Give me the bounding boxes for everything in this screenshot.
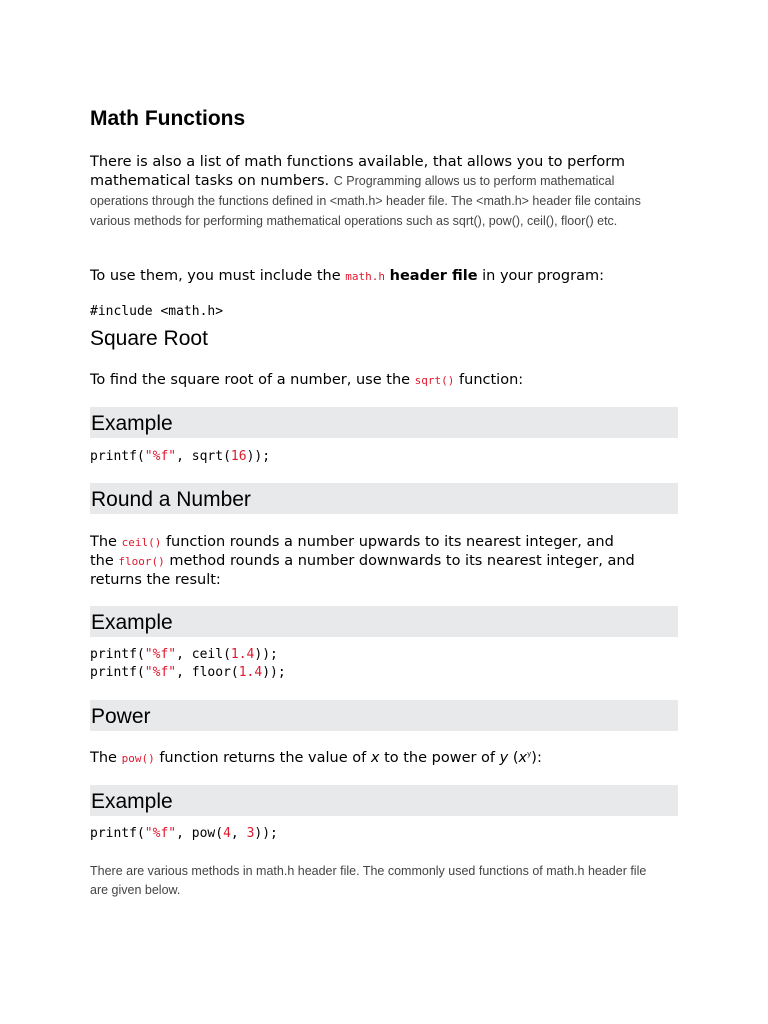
include-text-before: To use them, you must include the — [90, 268, 341, 284]
round-line-1 — [90, 533, 670, 552]
intro-paragraph — [90, 153, 670, 231]
pow-inline-code: pow() — [121, 752, 155, 765]
round-heading — [90, 483, 678, 514]
intro-gray-rest: operations through the functions defined in <math.h> header file. The <math.h> header file contains various methods for performing mathematical operations such as sqrt(), pow(), ceil(), floor() etc. — [90, 194, 641, 228]
page-title: Math Functions — [90, 107, 246, 130]
include-code-block: #include <math.h> — [90, 304, 224, 319]
code-number: 16 — [230, 449, 247, 464]
code-token: )); — [262, 665, 286, 680]
ceil-inline-code: ceil() — [121, 536, 162, 549]
code-number: 4 — [223, 826, 231, 841]
code-string: "%f" — [144, 665, 177, 680]
power-paren: ( — [512, 750, 519, 766]
code-token: printf( — [90, 449, 145, 464]
sqrt-inline-code: sqrt() — [414, 374, 455, 387]
power-var-x: x — [518, 750, 528, 766]
sqrt-code-block — [90, 448, 270, 466]
floor-inline-code: floor() — [118, 555, 165, 568]
round-heading-label: Round a Number — [91, 488, 251, 511]
code-line-ceil — [90, 646, 286, 664]
code-token: )); — [254, 826, 278, 841]
round-example-label: Example — [91, 611, 173, 634]
code-number: 1.4 — [230, 647, 255, 662]
round-line-2 — [90, 552, 670, 571]
sqrt-text-after: function: — [459, 372, 524, 388]
power-superscript: y — [527, 750, 532, 759]
footer-note: There are various methods in math.h header file. The commonly used functions of math.h header file are given below. — [90, 864, 647, 897]
code-number: 3 — [246, 826, 255, 841]
include-paragraph — [90, 267, 670, 286]
round-text: method rounds a number downwards to its nearest integer, and — [169, 553, 635, 569]
square-root-heading: Square Root — [90, 327, 208, 350]
code-token: , floor( — [176, 665, 239, 680]
code-string: "%f" — [144, 826, 177, 841]
round-text: The — [90, 534, 117, 550]
power-heading-label: Power — [91, 705, 151, 728]
power-text: to the power of — [384, 750, 496, 766]
intro-lead-text: There is also a list of math functions available, that allows you to perform mathematical tasks on numbers. — [90, 154, 626, 189]
round-text: function rounds a number upwards to its nearest integer, and — [165, 534, 614, 550]
code-token: printf( — [90, 665, 145, 680]
code-token: )); — [254, 647, 278, 662]
sqrt-example-label: Example — [91, 412, 173, 435]
code-string: "%f" — [144, 449, 177, 464]
power-text: function returns the value of — [159, 750, 367, 766]
power-var-x: x — [370, 750, 380, 766]
code-token: , — [230, 826, 247, 841]
code-line-floor — [90, 664, 286, 682]
code-string: "%f" — [144, 647, 177, 662]
power-paragraph — [90, 749, 670, 768]
code-token: )); — [246, 449, 271, 464]
round-code-block — [90, 646, 286, 682]
power-var-y: y — [499, 750, 509, 766]
round-text: the — [90, 553, 114, 569]
square-root-paragraph — [90, 371, 670, 390]
power-paren: ): — [531, 750, 542, 766]
code-token: , pow( — [176, 826, 224, 841]
power-example-heading — [90, 785, 678, 816]
code-token: , sqrt( — [176, 449, 231, 464]
power-text: The — [90, 750, 117, 766]
sqrt-example-heading — [90, 407, 678, 438]
include-bold-text: header file — [389, 268, 478, 284]
power-code-block — [90, 825, 278, 843]
sqrt-text-before: To find the square root of a number, use the — [90, 372, 411, 388]
round-line-3: returns the result: — [90, 572, 221, 588]
round-example-heading — [90, 606, 678, 637]
round-paragraph — [90, 533, 670, 589]
code-token: , ceil( — [176, 647, 231, 662]
code-token: printf( — [90, 647, 145, 662]
include-inline-code: math.h — [345, 270, 386, 283]
power-heading — [90, 700, 678, 731]
include-text-after: in your program: — [482, 268, 604, 284]
intro-gray-first: C Programming allows us to perform mathematical — [333, 174, 615, 188]
power-example-label: Example — [91, 790, 173, 813]
code-token: printf( — [90, 826, 145, 841]
code-number: 1.4 — [238, 665, 263, 680]
